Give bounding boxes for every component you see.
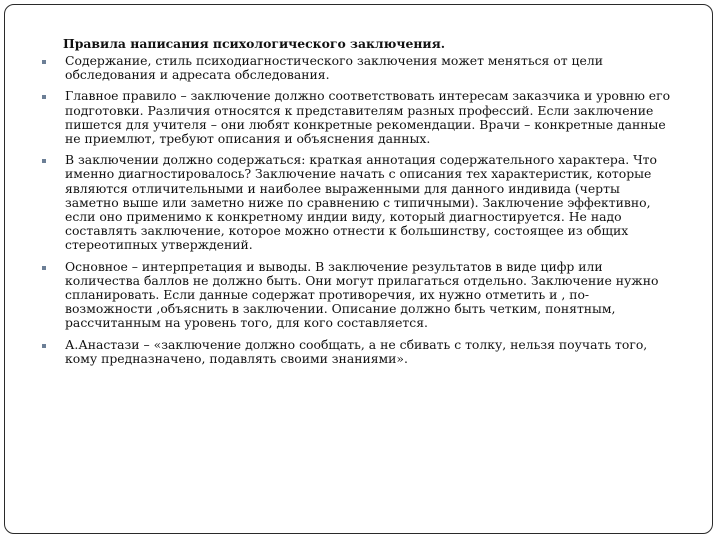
bullet-list — [35, 54, 675, 373]
list-item — [35, 338, 675, 366]
list-item-text: Содержание, стиль психодиагностического заключения может меняться от цели обследования и адресата обследования. — [65, 53, 603, 83]
list-item — [35, 153, 675, 252]
list-item — [35, 260, 675, 331]
list-item — [35, 89, 675, 146]
bullet-icon — [42, 159, 46, 163]
list-item-text: А.Анастази – «заключение должно сообщать, а не сбивать с толку, нельзя поучать того, кому предназначено, подавлять своими знаниями». — [65, 336, 648, 366]
bullet-icon — [42, 266, 46, 270]
list-item-text: В заключении должно содержаться: краткая аннотация содержательного характера. Что именно диагностировалось? Заключение начать с описания тех характеристик, которые являются отличительными и наиболее выраженными для данного индивида (черты заметно выше или заметно ниже по сравнению с типичными). Заключение эффективно, если оно применимо к конкретному индии виду, который диагностируется. Не надо составлять заключение, которое можно отнести к большинству, состоящее из общих стереотипных утверждений. — [65, 152, 657, 253]
bullet-icon — [42, 344, 46, 348]
list-item — [35, 54, 675, 82]
bullet-icon — [42, 60, 46, 64]
list-item-text: Основное – интерпретация и выводы. В заключение результатов в виде цифр или количества баллов не должно быть. Они могут прилагаться отдельно. Заключение нужно спланировать. Если данные содержат противоречия, их нужно отметить и , по-возможности ,объяснить в заключении. Описание должно быть четким, понятным, рассчитанным на уровень того, для кого составляется. — [65, 258, 659, 331]
slide-title: Правила написания психологического заключения. — [63, 36, 446, 51]
list-item-text: Главное правило – заключение должно соответствовать интересам заказчика и уровню его подготовки. Различия относятся к представителям разных профессий. Если заключение пишется для учителя – они любят конкретные рекомендации. Врачи – конкретные данные не приемлют, требуют описания и объяснения данных. — [65, 88, 671, 147]
bullet-icon — [42, 95, 46, 99]
